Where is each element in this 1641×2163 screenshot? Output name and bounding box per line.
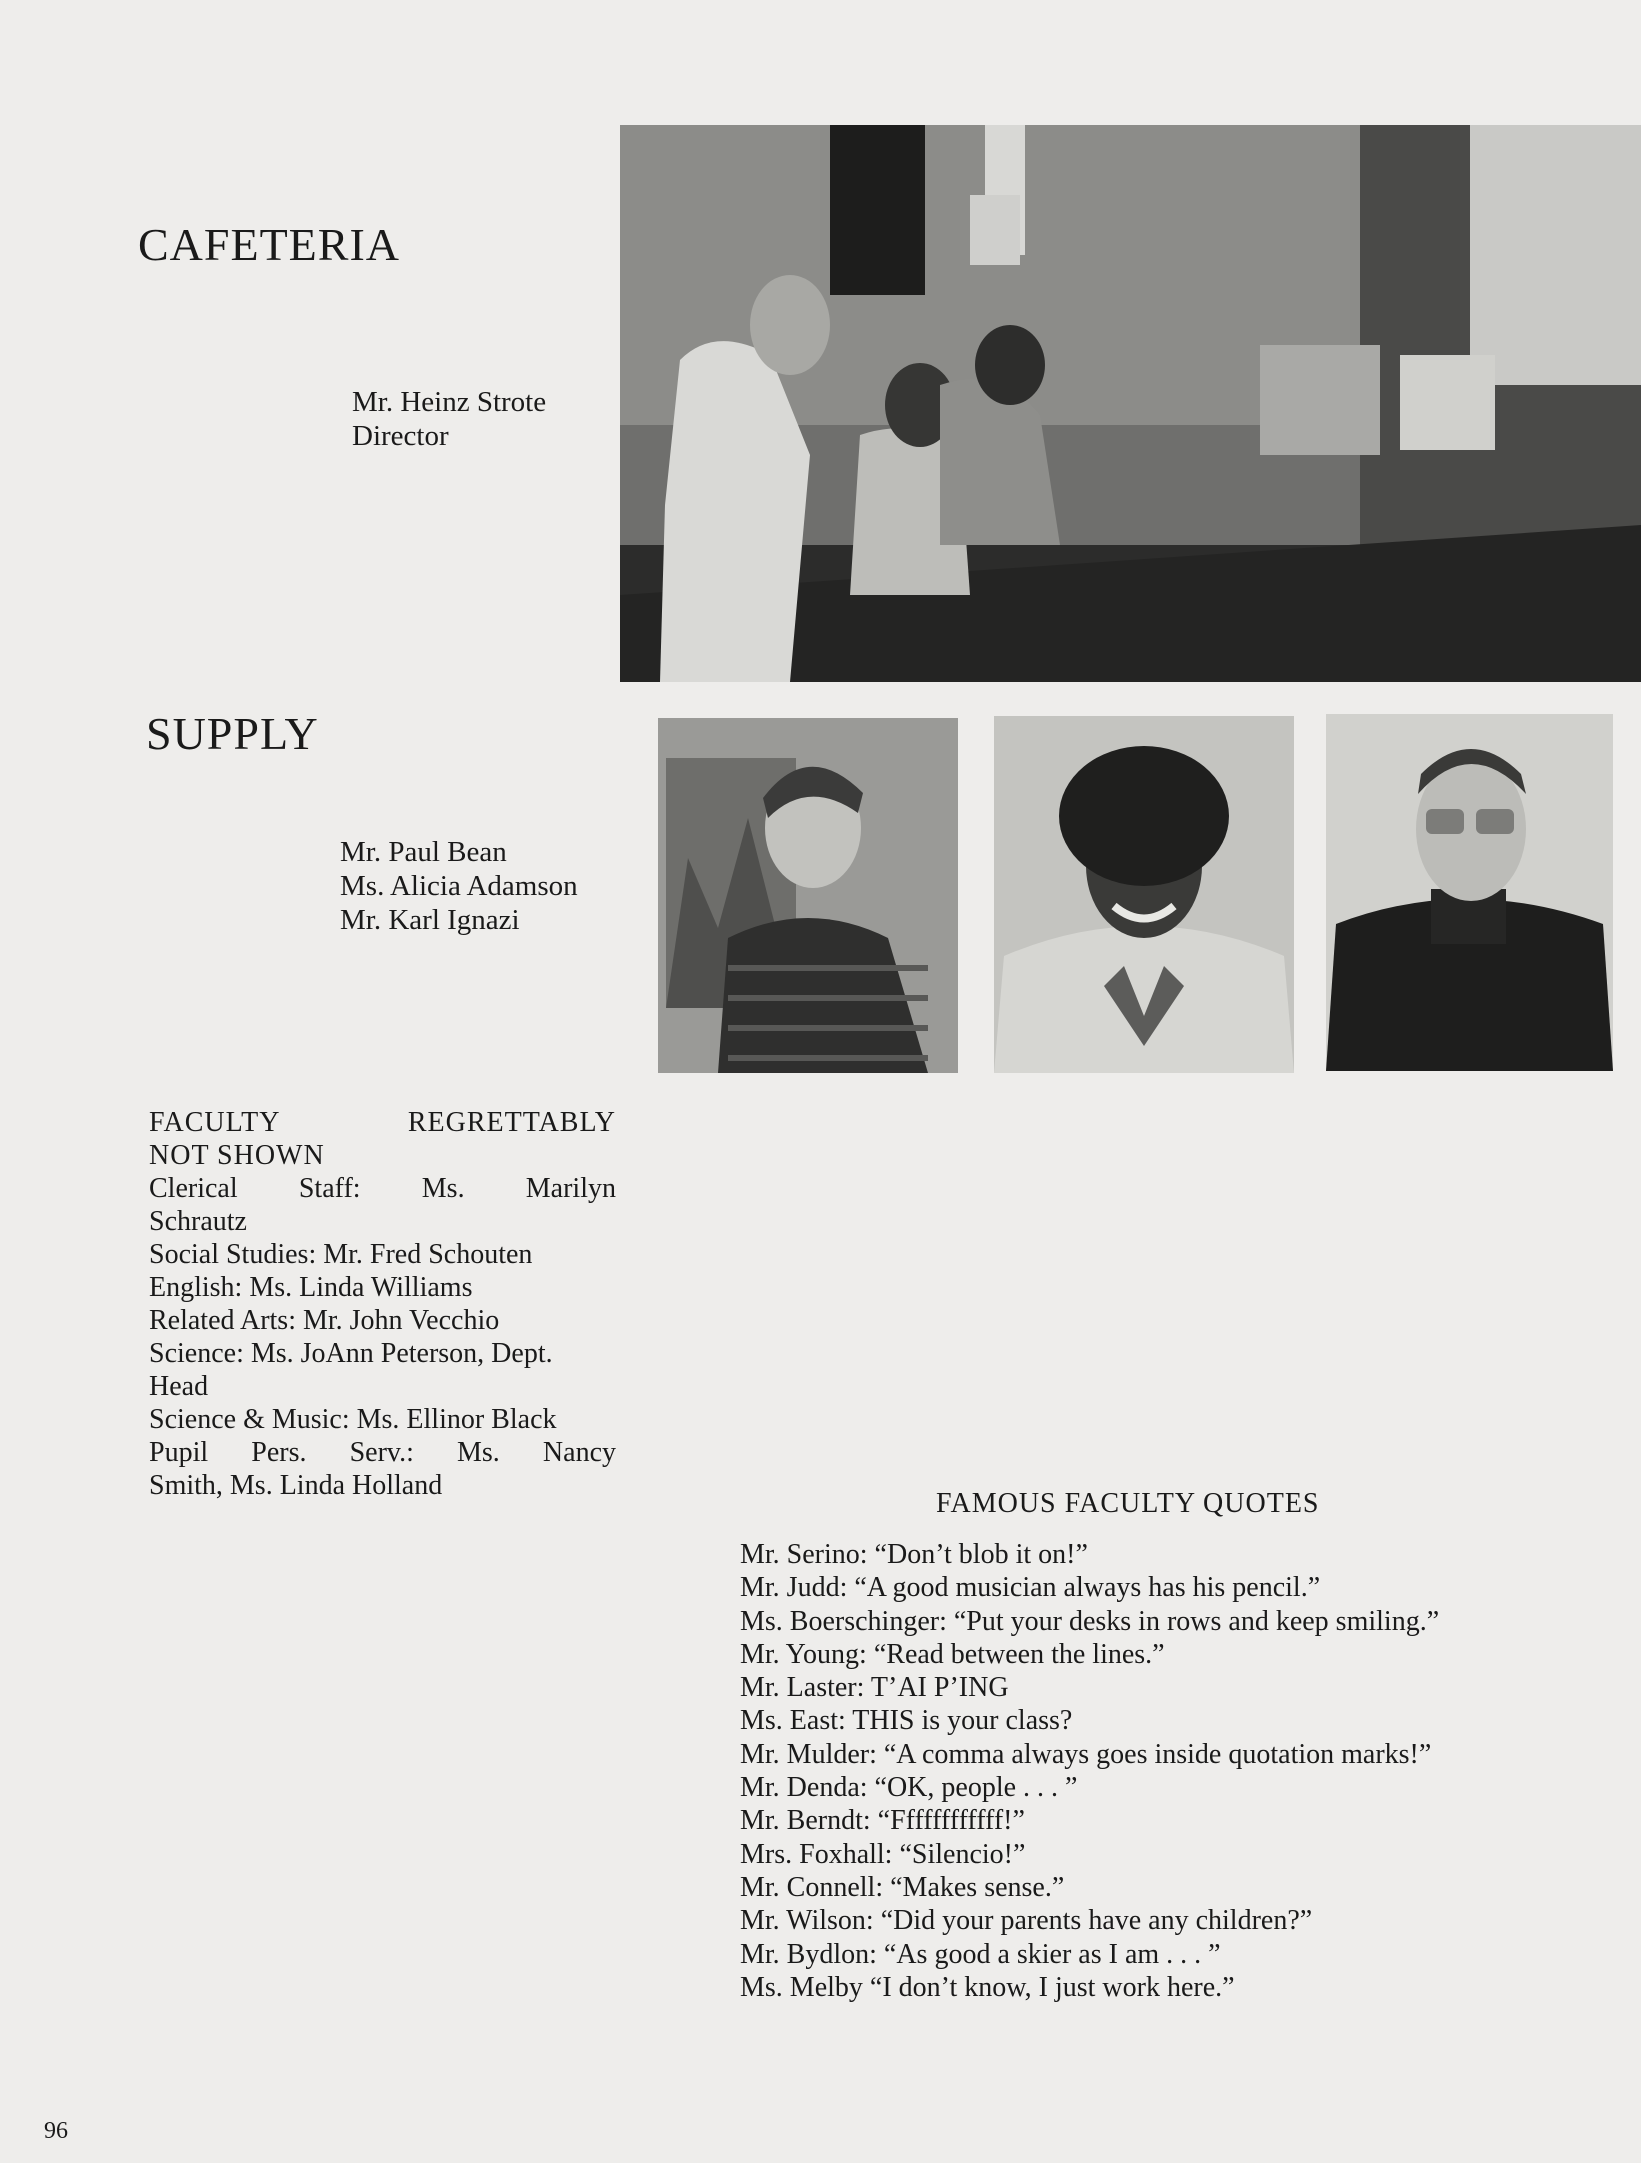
faculty-line: Social Studies: Mr. Fred Schouten [149, 1239, 533, 1270]
supply-name-3: Mr. Karl Ignazi [340, 904, 520, 936]
supply-caption [340, 835, 578, 937]
supply-name-2: Ms. Alicia Adamson [340, 870, 578, 902]
faculty-line: Science: Ms. JoAnn Peterson, Dept. [149, 1338, 553, 1369]
quote-item: Mr. Young: “Read between the lines.” [740, 1638, 1165, 1670]
quote-item: Ms. Boerschinger: “Put your desks in rows and keep smiling.” [740, 1605, 1440, 1637]
faculty-line: Clerical Staff: Ms. Marilyn [149, 1173, 616, 1204]
famous-quotes-title: FAMOUS FACULTY QUOTES [936, 1488, 1320, 1519]
quote-item: Mr. Serino: “Don’t blob it on!” [740, 1539, 1088, 1570]
cafeteria-photo [620, 125, 1641, 682]
quote-item: Mrs. Foxhall: “Silencio!” [740, 1838, 1026, 1870]
cafeteria-director-name: Mr. Heinz Strote [352, 386, 547, 418]
quote-item: Ms. East: THIS is your class? [740, 1705, 1073, 1737]
quote-item: Mr. Denda: “OK, people . . . ” [740, 1772, 1078, 1804]
faculty-line: Schrautz [149, 1206, 247, 1237]
faculty-line: Pupil Pers. Serv.: Ms. Nancy [149, 1437, 616, 1468]
supply-photo-2 [994, 716, 1294, 1073]
faculty-line: English: Ms. Linda Williams [149, 1272, 473, 1303]
quote-item: Mr. Connell: “Makes sense.” [740, 1871, 1065, 1903]
famous-quotes-list [740, 1538, 1439, 2004]
quote-item: Mr. Bydlon: “As good a skier as I am . . . ” [740, 1938, 1221, 1970]
quote-item: Mr. Berndt: “Ffffffffffff!” [740, 1805, 1025, 1837]
faculty-line: Smith, Ms. Linda Holland [149, 1470, 443, 1501]
faculty-not-shown-heading-2: NOT SHOWN [149, 1140, 325, 1171]
cafeteria-title: CAFETERIA [138, 219, 400, 270]
faculty-not-shown [149, 1106, 616, 1502]
supply-name-1: Mr. Paul Bean [340, 836, 507, 868]
faculty-line: Science & Music: Ms. Ellinor Black [149, 1404, 557, 1435]
quote-item: Ms. Melby “I don’t know, I just work here.” [740, 1971, 1235, 2003]
faculty-line: Related Arts: Mr. John Vecchio [149, 1305, 500, 1336]
cafeteria-director-role: Director [352, 420, 449, 452]
page-number: 96 [44, 2118, 68, 2144]
cafeteria-caption [352, 385, 546, 453]
quote-item: Mr. Wilson: “Did your parents have any children?” [740, 1905, 1313, 1937]
supply-title: SUPPLY [146, 708, 319, 759]
faculty-not-shown-heading: FACULTY REGRETTABLY [149, 1107, 616, 1138]
faculty-line: Head [149, 1371, 209, 1402]
quote-item: Mr. Laster: T’AI P’ING [740, 1672, 1009, 1704]
quote-item: Mr. Mulder: “A comma always goes inside quotation marks!” [740, 1738, 1432, 1770]
quote-item: Mr. Judd: “A good musician always has his pencil.” [740, 1572, 1321, 1604]
supply-photo-3 [1326, 714, 1613, 1071]
supply-photo-1 [658, 718, 958, 1073]
